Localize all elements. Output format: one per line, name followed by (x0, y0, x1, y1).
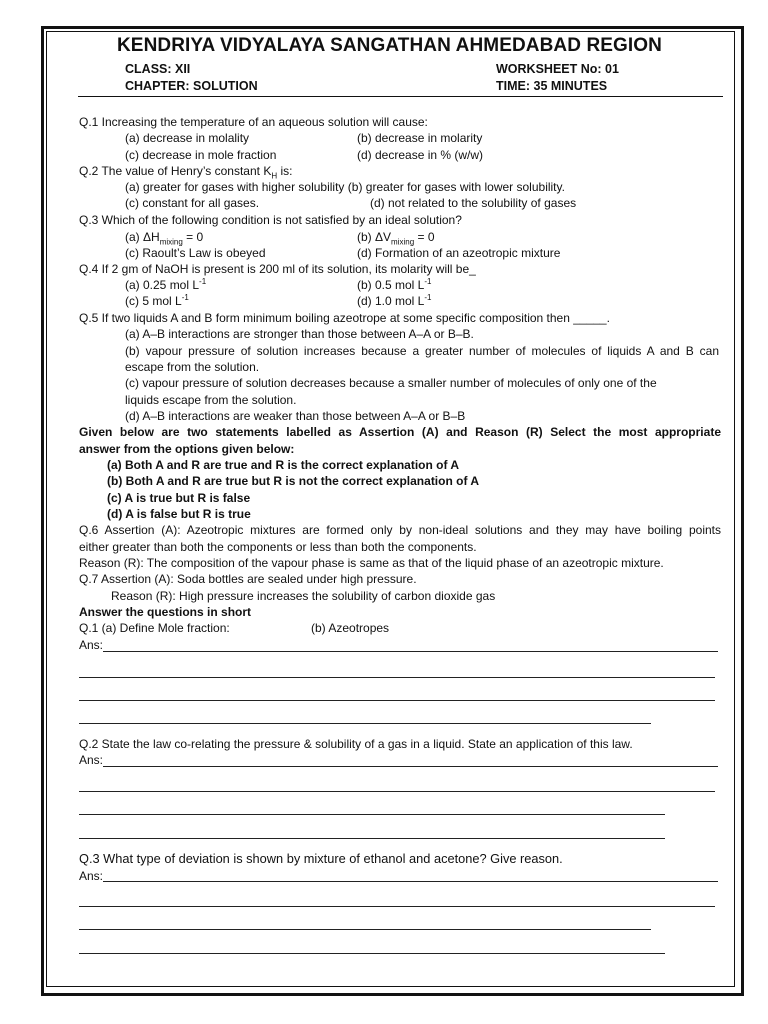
ar-option-b: (b) Both A and R are true but R is not the correct explanation of A (107, 474, 480, 488)
q6-reason: Reason (R): The composition of the vapour phase is same as that of the liquid phase of an azeotropic mixture. (79, 556, 664, 570)
q5-option-c-line1: (c) vapour pressure of solution decreases because a smaller number of molecules of only one of the (125, 376, 657, 390)
q5-option-c-line2: liquids escape from the solution. (125, 393, 297, 407)
q5-option-b-line2: escape from the solution. (125, 360, 260, 374)
sa-q3: Q.3 What type of deviation is shown by mixture of ethanol and acetone? Give reason. (79, 851, 563, 866)
answer-line[interactable] (79, 791, 715, 792)
ar-instruction-line2: answer from the options given below: (79, 442, 295, 456)
page-title: KENDRIYA VIDYALAYA SANGATHAN AHMEDABAD REGION (116, 35, 663, 56)
worksheet-label: WORKSHEET No: 01 (496, 62, 619, 76)
class-label: CLASS: XII (125, 62, 191, 76)
short-answer-heading: Answer the questions in short (79, 605, 252, 619)
q7-reason: Reason (R): High pressure increases the solubility of carbon dioxide gas (111, 589, 496, 603)
q1-option-b: (b) decrease in molarity (357, 131, 483, 145)
answer-line[interactable] (79, 700, 715, 701)
q4-option-a: (a) 0.25 mol $L^{-1}$ (125, 277, 207, 292)
time-label: TIME: 35 MINUTES (496, 79, 608, 93)
q3-option-a: (a) $\Delta H_{mixing} = 0$ (125, 230, 204, 247)
q5-stem: Q.5 If two liquids A and B form minimum boiling azeotrope at some specific composition then _____. (79, 311, 610, 325)
answer-line[interactable] (79, 814, 665, 815)
q4-option-c: (c) 5 mol $L^{-1}$ (125, 293, 189, 308)
q3-stem: Q.3 Which of the following condition is not satisfied by an ideal solution? (79, 213, 462, 227)
header-divider (78, 96, 723, 97)
ar-option-d: (d) A is false but R is true (107, 507, 251, 521)
q1-option-c: (c) decrease in mole fraction (125, 148, 277, 162)
q5-option-d: (d) A–B interactions are weaker than those between A–A or B–B (125, 409, 466, 423)
answer-line[interactable] (79, 838, 665, 839)
ar-instruction-line1: Given below are two statements labelled as Assertion (A) and Reason (R) Select the most appropriate (79, 425, 721, 439)
q7-assertion: Q.7 Assertion (A): Soda bottles are sealed under high pressure. (79, 572, 417, 586)
answer-line[interactable] (103, 881, 718, 882)
answer-line[interactable] (79, 906, 715, 907)
answer-line[interactable] (79, 723, 651, 724)
q2-option-c: (c) constant for all gases. (125, 196, 260, 210)
q5-option-b-line1: (b) vapour pressure of solution increases because a greater number of molecules of liquids A and B can (125, 344, 719, 358)
ar-option-a: (a) Both A and R are true and R is the correct explanation of A (107, 458, 460, 472)
sa-q1-part-b: (b) Azeotropes (311, 621, 390, 635)
q5-option-a: (a) A–B interactions are stronger than those between A–A or B–B. (125, 327, 474, 341)
q1-option-d: (d) decrease in % (w/w) (357, 148, 484, 162)
answer-line[interactable] (103, 651, 718, 652)
q3-option-d: (d) Formation of an azeotropic mixture (357, 246, 561, 260)
sa-q2: Q.2 State the law co-relating the pressure & solubility of a gas in a liquid. State an application of this law. (79, 737, 633, 751)
chapter-label: CHAPTER: SOLUTION (125, 79, 258, 93)
q2-options-ab: (a) greater for gases with higher solubility (b) greater for gases with lower solubility. (125, 180, 565, 194)
sa-q1-part-a: Q.1 (a) Define Mole fraction: (79, 621, 230, 635)
q3-option-c: (c) Raoult’s Law is obeyed (125, 246, 266, 260)
ans-label: Ans: (79, 753, 104, 767)
q2-stem: Q.2 The value of Henry’s constant $K_H$ is: (79, 164, 293, 181)
q2-option-d: (d) not related to the solubility of gases (370, 196, 577, 210)
ans-label: Ans: (79, 869, 104, 883)
ar-option-c: (c) A is true but R is false (107, 491, 251, 505)
q6-assertion-line1: Q.6 Assertion (A): Azeotropic mixtures are formed only by non-ideal solutions and they may have boiling points (79, 523, 721, 537)
q4-option-b: (b) 0.5 mol $L^{-1}$ (357, 277, 432, 292)
q4-stem: Q.4 If 2 gm of NaOH is present is 200 ml of its solution, its molarity will be_ (79, 262, 476, 276)
q6-assertion-line2: either greater than both the components or less than both the components. (79, 540, 477, 554)
q1-stem: Q.1 Increasing the temperature of an aqueous solution will cause: (79, 115, 428, 129)
ans-label: Ans: (79, 638, 104, 652)
answer-line[interactable] (103, 766, 718, 767)
answer-line[interactable] (79, 677, 715, 678)
answer-line[interactable] (79, 953, 665, 954)
q4-option-d: (d) 1.0 mol $L^{-1}$ (357, 293, 432, 308)
q3-option-b: (b) $\Delta V_{mixing} = 0$ (357, 230, 435, 247)
answer-line[interactable] (79, 929, 651, 930)
q1-option-a: (a) decrease in molality (125, 131, 250, 145)
